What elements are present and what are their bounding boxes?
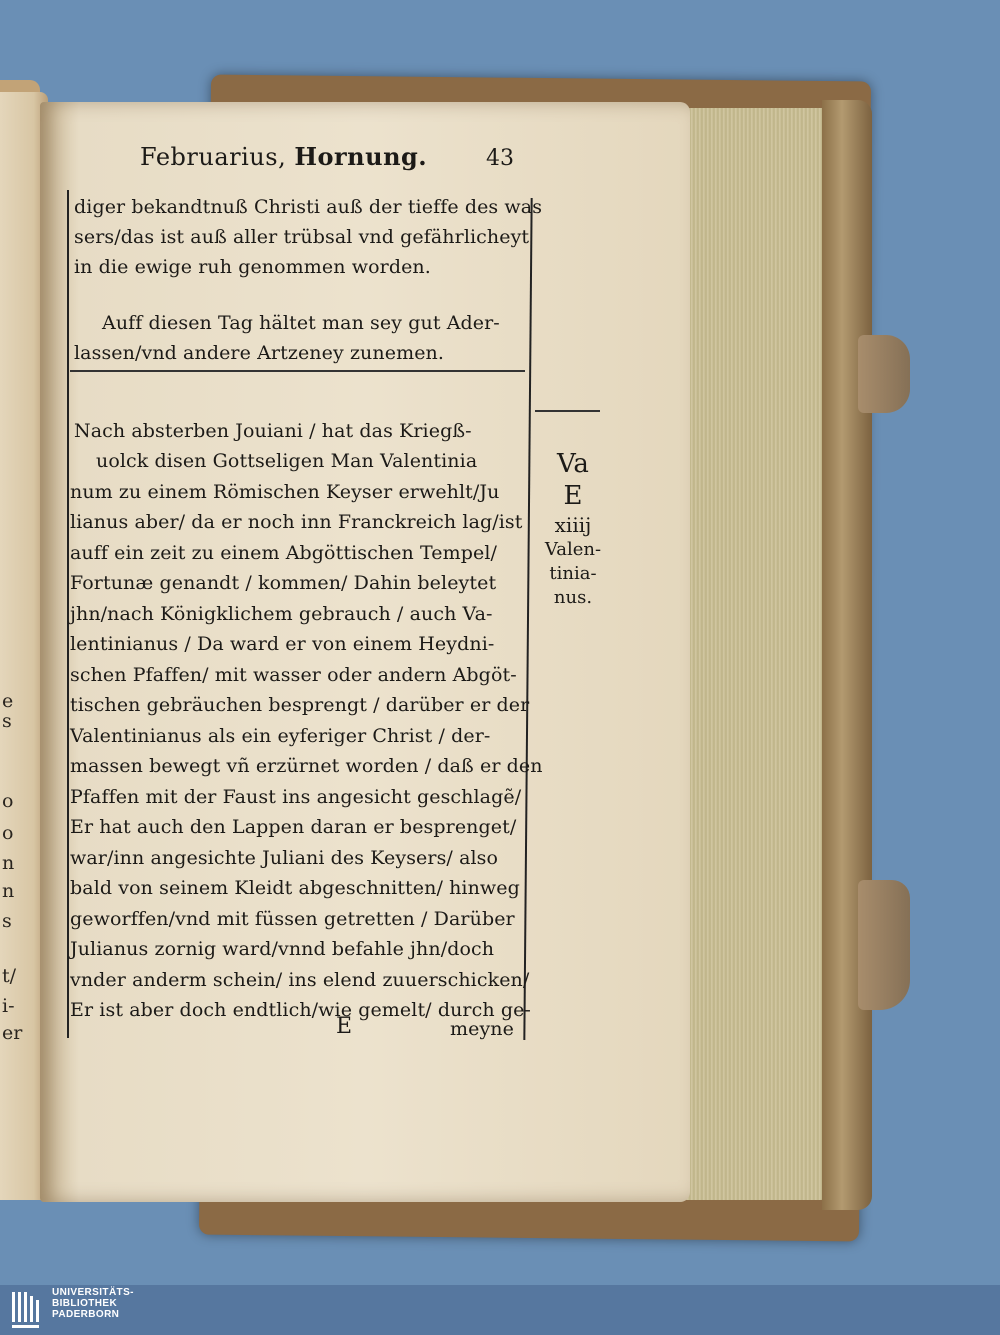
left-page-fragment: o <box>2 790 14 812</box>
library-footer-bar <box>0 1285 1000 1335</box>
text-line: bald von seinem Kleidt abgeschnitten/ hinweg <box>70 877 520 899</box>
text-line: jhn/nach Königklichem gebrauch / auch Va- <box>70 603 493 625</box>
text-line: num zu einem Römischen Keyser erwehlt/Ju <box>70 481 500 503</box>
text-line: lianus aber/ da er noch inn Franckreich lag/ist <box>70 511 523 533</box>
text-line: Pfaffen mit der Faust ins angesicht geschlagẽ/ <box>70 786 522 808</box>
text-line: geworffen/vnd mit füssen getretten / Darüber <box>70 908 515 930</box>
margin-line: E <box>563 481 583 511</box>
text-line: Er ist aber doch endtlich/wie gemelt/ durch ge- <box>70 999 531 1021</box>
clasp-lower <box>858 880 910 1010</box>
catchword: meyne <box>450 1018 514 1040</box>
header-month-latin: Februarius, <box>140 143 287 171</box>
margin-line: Valen- <box>544 539 602 560</box>
text-line: Nach absterben Jouiani / hat das Kriegß- <box>74 420 472 442</box>
left-page-fragment: s <box>2 710 12 732</box>
frame-line-left <box>67 190 69 1038</box>
running-header <box>140 142 427 171</box>
library-logo-icon <box>10 1290 46 1330</box>
text-line: war/inn angesichte Juliani des Keysers/ also <box>70 847 499 869</box>
text-line: lentinianus / Da ward er von einem Heydni- <box>70 633 495 655</box>
section-rule <box>70 370 525 372</box>
text-line: diger bekandtnuß Christi auß der tieffe des was <box>74 196 543 218</box>
left-page-fragment: i- <box>2 995 15 1017</box>
header-month-german: Hornung. <box>294 142 428 171</box>
left-page-fragment: t/ <box>2 965 17 987</box>
library-name <box>52 1287 134 1320</box>
text-line: Julianus zornig ward/vnnd befahle jhn/doch <box>70 938 495 960</box>
text-line: Fortunæ genandt / kommen/ Dahin beleytet <box>70 572 497 594</box>
left-page-fragment: e <box>2 690 14 712</box>
left-page-fragment: n <box>2 852 15 874</box>
text-line: Er hat auch den Lappen daran er besprenget/ <box>70 816 517 838</box>
margin-line: nus. <box>553 587 593 608</box>
page-number: 43 <box>486 146 514 171</box>
text-line: sers/das ist auß aller trübsal vnd gefährlicheyt <box>74 226 530 248</box>
text-line: lassen/vnd andere Artzeney zunemen. <box>74 342 445 364</box>
library-name-line: UNIVERSITÄTS- <box>52 1287 134 1298</box>
left-page-fragment: o <box>2 822 14 844</box>
left-page-fragment: s <box>2 910 12 932</box>
text-line: Auff diesen Tag hältet man sey gut Ader- <box>102 312 500 334</box>
page-block-edges <box>680 108 830 1200</box>
margin-line: xiiij <box>554 513 592 537</box>
text-line: tischen gebräuchen besprengt / darüber er der <box>70 694 530 716</box>
left-page-fragment: er <box>2 1022 23 1044</box>
text-line: schen Pfaffen/ mit wasser oder andern Abgöt- <box>70 664 517 686</box>
text-line: auff ein zeit zu einem Abgöttischen Tempel/ <box>70 542 498 564</box>
library-name-line: BIBLIOTHEK <box>52 1298 118 1309</box>
signature-mark: E <box>336 1014 353 1039</box>
text-line: vnder anderm schein/ ins elend zuuerschicken/ <box>70 969 530 991</box>
text-line: Valentinianus als ein eyferiger Christ / der- <box>70 725 491 747</box>
margin-line: Va <box>557 449 589 479</box>
left-page-fragment: n <box>2 880 15 902</box>
text-line: massen bewegt vñ erzürnet worden / daß er den <box>70 755 543 777</box>
clasp-upper <box>858 335 910 413</box>
margin-line: tinia- <box>549 563 597 584</box>
library-name-line: PADERBORN <box>52 1309 120 1320</box>
book-cover-right <box>822 100 872 1210</box>
margin-rule <box>535 410 600 412</box>
text-line: uolck disen Gottseligen Man Valentinia <box>96 450 478 472</box>
text-line: in die ewige ruh genommen worden. <box>74 256 431 278</box>
margin-note <box>538 448 608 610</box>
